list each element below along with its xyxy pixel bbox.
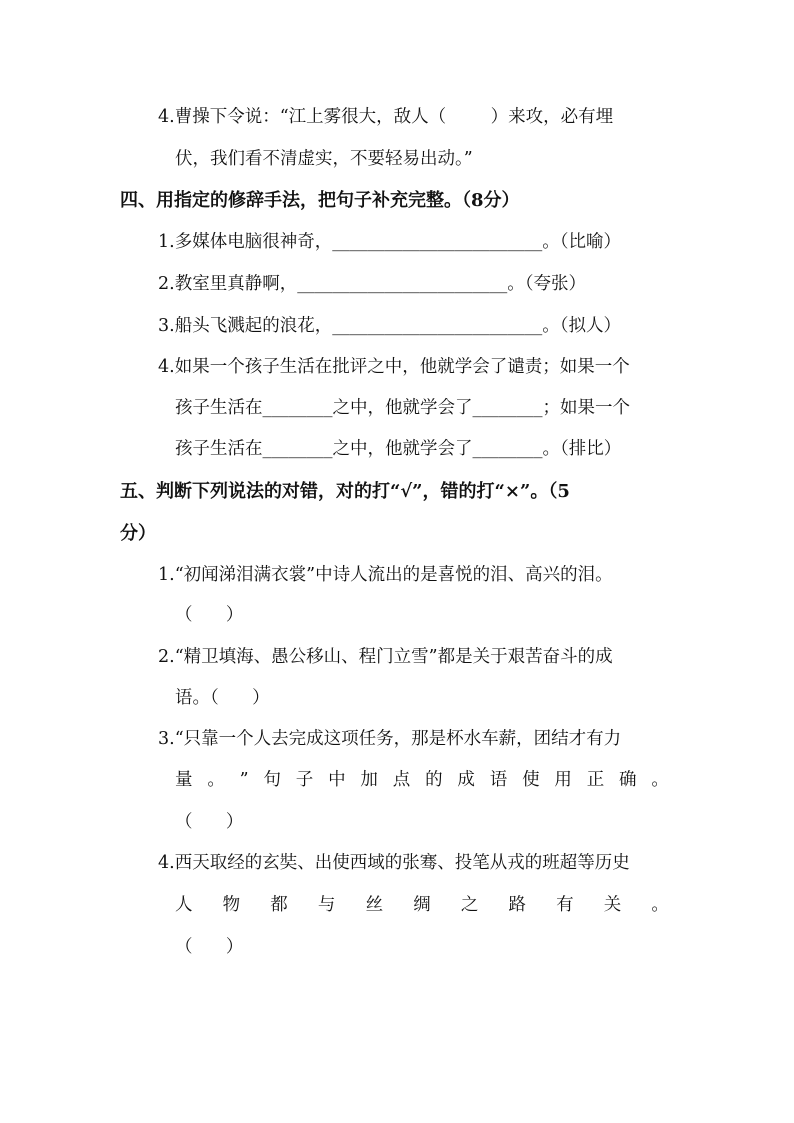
question-4-line-2: 伏，我们看不清虚实，不要轻易出动。” [175,149,473,169]
rhetoric-item-1: 1.多媒体电脑很神奇，________________________。（比喻） [158,232,621,252]
judgement-4-answer-paren: （ ） [175,937,244,957]
section-5-heading-line-1: 五、判断下列说法的对错，对的打“√”，错的打“×”。（5 [120,481,570,502]
rhetoric-item-2: 2.教室里真静啊，________________________。（夸张） [158,274,586,294]
judgement-4-line-1: 4.西天取经的玄奘、出使西域的张骞、投笔从戎的班超等历史 [158,853,630,873]
judgement-1-answer-paren: （ ） [175,605,244,625]
question-4-line-1: 4.曹操下令说：“江上雾很大，敌人（ ）来攻，必有埋 [158,107,614,127]
judgement-2-line-1: 2.“精卫填海、愚公移山、程门立雪”都是关于艰苦奋斗的成 [158,647,613,667]
section-5-heading-line-2: 分） [120,523,156,544]
rhetoric-item-4-line-3: 孩子生活在________之中，他就学会了________。（排比） [175,439,622,459]
section-4-heading: 四、用指定的修辞手法，把句子补充完整。（8分） [120,190,520,211]
judgement-4-line-2: 人 物 都 与 丝 绸 之 路 有 关 。 [175,895,669,915]
judgement-3-line-2: 量 。 ” 句 子 中 加 点 的 成 语 使 用 正 确 。 [175,770,669,790]
judgement-1-line-1: 1.“初闻涕泪满衣裳”中诗人流出的是喜悦的泪、高兴的泪。 [158,565,613,585]
rhetoric-item-4-line-2: 孩子生活在________之中，他就学会了________；如果一个 [175,398,630,418]
judgement-3-line-1: 3.“只靠一个人去完成这项任务，那是杯水车薪，团结才有力 [158,729,622,749]
judgement-2-line-2: 语。（ ） [175,688,270,708]
rhetoric-item-4-line-1: 4.如果一个孩子生活在批评之中，他就学会了谴责；如果一个 [158,357,630,377]
rhetoric-item-3: 3.船头飞溅起的浪花，________________________。（拟人） [158,316,621,336]
judgement-3-answer-paren: （ ） [175,812,244,832]
